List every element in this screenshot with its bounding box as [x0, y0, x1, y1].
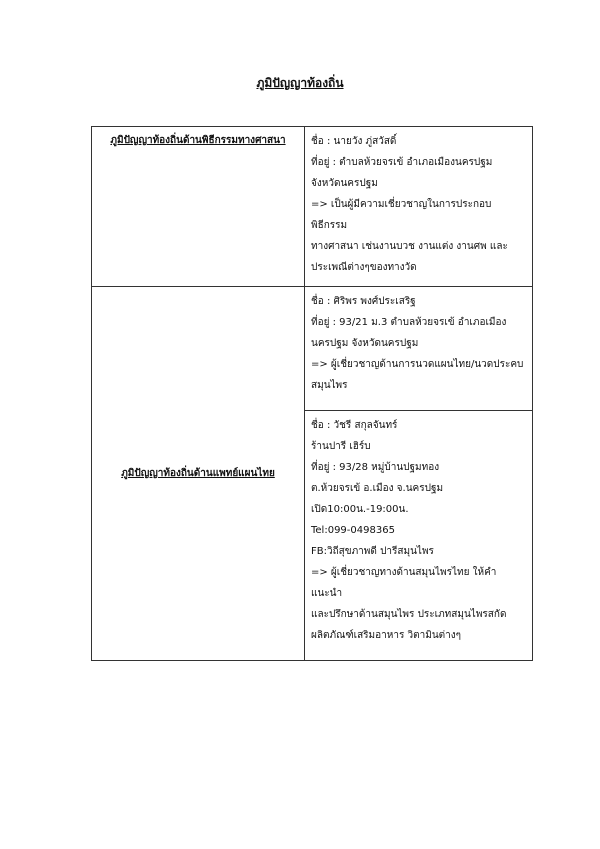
person-address: จังหวัดนครปฐม [311, 178, 378, 189]
person-expertise: => ผู้เชี่ยวชาญด้านการนวดแผนไทย/นวดประคบ [311, 359, 524, 370]
person-address: ที่อยู่ : ตำบลห้วยจรเข้ อำเภอเมืองนครปฐม [311, 157, 493, 168]
person-address: ที่อยู่ : 93/21 ม.3 ตำบลห้วยจรเข้ อำเภอเมือง [311, 317, 507, 328]
person-name: ชื่อ : วัชรี สกุลจันทร์ [311, 420, 398, 431]
person-info-block [305, 127, 533, 287]
person-entry [305, 410, 532, 646]
table-row [92, 287, 533, 661]
wisdom-table [91, 126, 533, 661]
person-expertise: และปรึกษาด้านสมุนไพร ประเภทสมุนไพรสกัด [311, 609, 507, 620]
person-name: ชื่อ : ศิริพร พงศ์ประเสริฐ [311, 296, 416, 307]
table-row [92, 127, 533, 287]
category-religious-ceremony: ภูมิปัญญาท้องถิ่นด้านพิธีกรรมทางศาสนา [92, 127, 305, 287]
person-entry [311, 291, 526, 396]
shop-name: ร้านปารี เฮิร์บ [311, 441, 371, 452]
category-thai-traditional-medicine: ภูมิปัญญาท้องถิ่นด้านแพทย์แผนไทย [92, 287, 305, 661]
person-info-block [305, 287, 533, 661]
facebook-page: FB:วิถีสุขภาพดี ปารีสมุนไพร [311, 546, 434, 557]
person-address: นครปฐม จังหวัดนครปฐม [311, 338, 419, 349]
person-expertise: => ผู้เชี่ยวชาญทางด้านสมุนไพรไทย ให้คำแนะนำ [311, 567, 497, 599]
phone-number: Tel:099-0498365 [311, 525, 395, 536]
person-name: ชื่อ : นายวัง ภู่สวัสดิ์ [311, 136, 397, 147]
person-expertise: สมุนไพร [311, 380, 348, 391]
person-expertise: ผลิตภัณฑ์เสริมอาหาร วิตามินต่างๆ [311, 630, 462, 641]
person-expertise: => เป็นผู้มีความเชี่ยวชาญในการประกอบพิธีกรรม [311, 199, 492, 231]
person-expertise: ทางศาสนา เช่นงานบวช งานแต่ง งานศพ และ [311, 241, 508, 252]
opening-hours: เปิด10:00น.-19:00น. [311, 504, 409, 515]
person-address: ที่อยู่ : 93/28 หมู่บ้านปฐมทอง [311, 462, 440, 473]
person-expertise: ประเพณีต่างๆของทางวัด [311, 262, 417, 273]
page-title: ภูมิปัญญาท้องถิ่น [256, 76, 344, 90]
person-address: ต.ห้วยจรเข้ อ.เมือง จ.นครปฐม [311, 483, 444, 494]
